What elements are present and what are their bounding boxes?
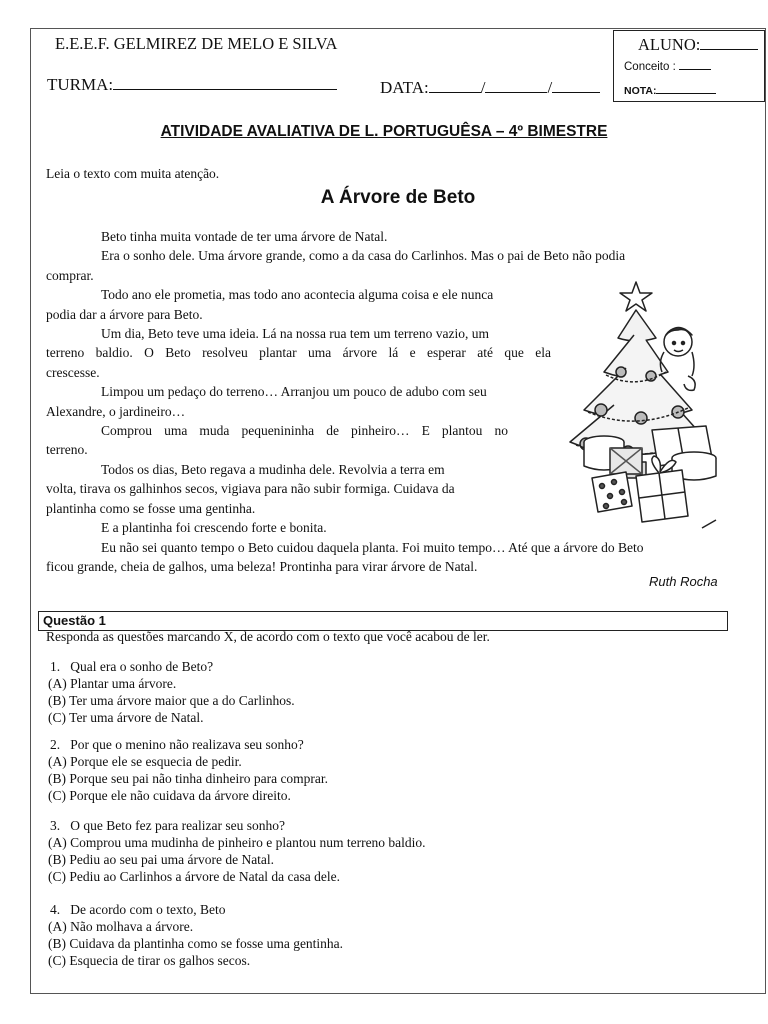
option-2c[interactable]: (C) Porque ele não cuidava da árvore direito.	[48, 788, 291, 803]
question-1: 1. Qual era o sonho de Beto?	[50, 659, 214, 674]
story-title: A Árvore de Beto	[320, 187, 476, 208]
story-line: E a plantinha foi crescendo forte e bonita.	[101, 520, 327, 536]
student-box	[613, 30, 765, 102]
date-field[interactable]	[380, 78, 600, 98]
turma-blank[interactable]	[113, 75, 337, 90]
option-2a[interactable]: (A) Porque ele se esquecia de pedir.	[48, 754, 242, 769]
story-line: Um dia, Beto teve uma ideia. Lá na nossa rua tem um terreno vazio, um	[101, 326, 489, 342]
conceito-label: Conceito :	[624, 61, 676, 73]
date-separator: /	[480, 78, 486, 97]
aluno-blank[interactable]	[700, 35, 758, 50]
date-year-blank[interactable]	[552, 78, 600, 93]
nota-field[interactable]	[624, 83, 716, 97]
story-line: terreno.	[46, 442, 88, 458]
story-author: Ruth Rocha	[649, 574, 718, 589]
story-line: Comprou uma muda pequenininha de pinheiro… E plantou no	[101, 423, 508, 439]
aluno-field[interactable]	[638, 35, 758, 55]
story-line: Todos os dias, Beto regava a mudinha dele. Revolvia a terra em	[101, 461, 445, 477]
option-4a[interactable]: (A) Não molhava a árvore.	[48, 919, 194, 934]
activity-title: ATIVIDADE AVALIATIVA DE L. PORTUGUÊSA – 4º BIMESTRE	[160, 123, 608, 140]
question-3: 3. O que Beto fez para realizar seu sonho?	[50, 818, 286, 833]
date-month-blank[interactable]	[485, 78, 547, 93]
question-2: 2. Por que o menino não realizava seu sonho?	[50, 737, 304, 752]
question-label: Questão 1	[43, 613, 106, 628]
story-line: Todo ano ele prometia, mas todo ano acontecia alguma coisa e ele nunca	[101, 287, 494, 303]
turma-label: TURMA:	[47, 75, 114, 94]
story-line: Alexandre, o jardineiro…	[46, 403, 186, 419]
nota-blank[interactable]	[656, 83, 716, 94]
question-header-box	[38, 611, 728, 631]
option-4c[interactable]: (C) Esquecia de tirar os galhos secos.	[48, 953, 251, 968]
story-line: terreno baldio. O Beto resolveu plantar uma árvore lá e esperar até que ela	[46, 345, 551, 361]
date-label: DATA:	[380, 78, 429, 97]
nota-label: NOTA:	[624, 85, 657, 97]
christmas-tree-with-boy-and-gifts-icon	[566, 280, 724, 530]
option-3a[interactable]: (A) Comprou uma mudinha de pinheiro e plantou num terreno baldio.	[48, 835, 426, 850]
option-3b[interactable]: (B) Pediu ao seu pai uma árvore de Natal.	[48, 852, 275, 867]
conceito-field[interactable]	[624, 58, 711, 73]
story-line: plantinha como se fosse uma gentinha.	[46, 500, 256, 516]
story-line: ficou grande, cheia de galhos, uma beleza! Prontinha para virar árvore de Natal.	[46, 558, 478, 574]
story-line: volta, tirava os galhinhos secos, vigiava para não subir formiga. Cuidava da	[46, 481, 455, 497]
aluno-label: ALUNO:	[638, 35, 701, 54]
story-line: Era o sonho dele. Uma árvore grande, como a da casa do Carlinhos. Mas o pai de Beto não podia	[101, 248, 626, 264]
option-4b[interactable]: (B) Cuidava da plantinha como se fosse uma gentinha.	[48, 936, 344, 951]
story-line: crescesse.	[46, 364, 100, 380]
story-line: Beto tinha muita vontade de ter uma árvore de Natal.	[101, 229, 388, 244]
school-name: E.E.E.F. GELMIREZ DE MELO E SILVA	[55, 34, 338, 53]
option-2b[interactable]: (B) Porque seu pai não tinha dinheiro para comprar.	[48, 771, 329, 786]
reading-instruction: Leia o texto com muita atenção.	[46, 166, 220, 181]
turma-field[interactable]	[47, 75, 337, 95]
story-line: comprar.	[46, 267, 94, 283]
story-line: Limpou um pedaço do terreno… Arranjou um pouco de adubo com seu	[101, 384, 487, 400]
question-4: 4. De acordo com o texto, Beto	[50, 902, 226, 917]
option-1b[interactable]: (B) Ter uma árvore maior que a do Carlinhos.	[48, 693, 295, 708]
date-day-blank[interactable]	[429, 78, 481, 93]
option-1c[interactable]: (C) Ter uma árvore de Natal.	[48, 710, 204, 725]
option-3c[interactable]: (C) Pediu ao Carlinhos a árvore de Natal da casa dele.	[48, 869, 341, 884]
question-instruction: Responda as questões marcando X, de acordo com o texto que você acabou de ler.	[46, 629, 490, 644]
option-1a[interactable]: (A) Plantar uma árvore.	[48, 676, 177, 691]
date-separator: /	[547, 78, 553, 97]
story-line: podia dar a árvore para Beto.	[46, 306, 203, 322]
story-line: Eu não sei quanto tempo o Beto cuidou daquela planta. Foi muito tempo… Até que a árvore do Beto	[101, 539, 644, 555]
conceito-blank[interactable]	[679, 58, 711, 70]
